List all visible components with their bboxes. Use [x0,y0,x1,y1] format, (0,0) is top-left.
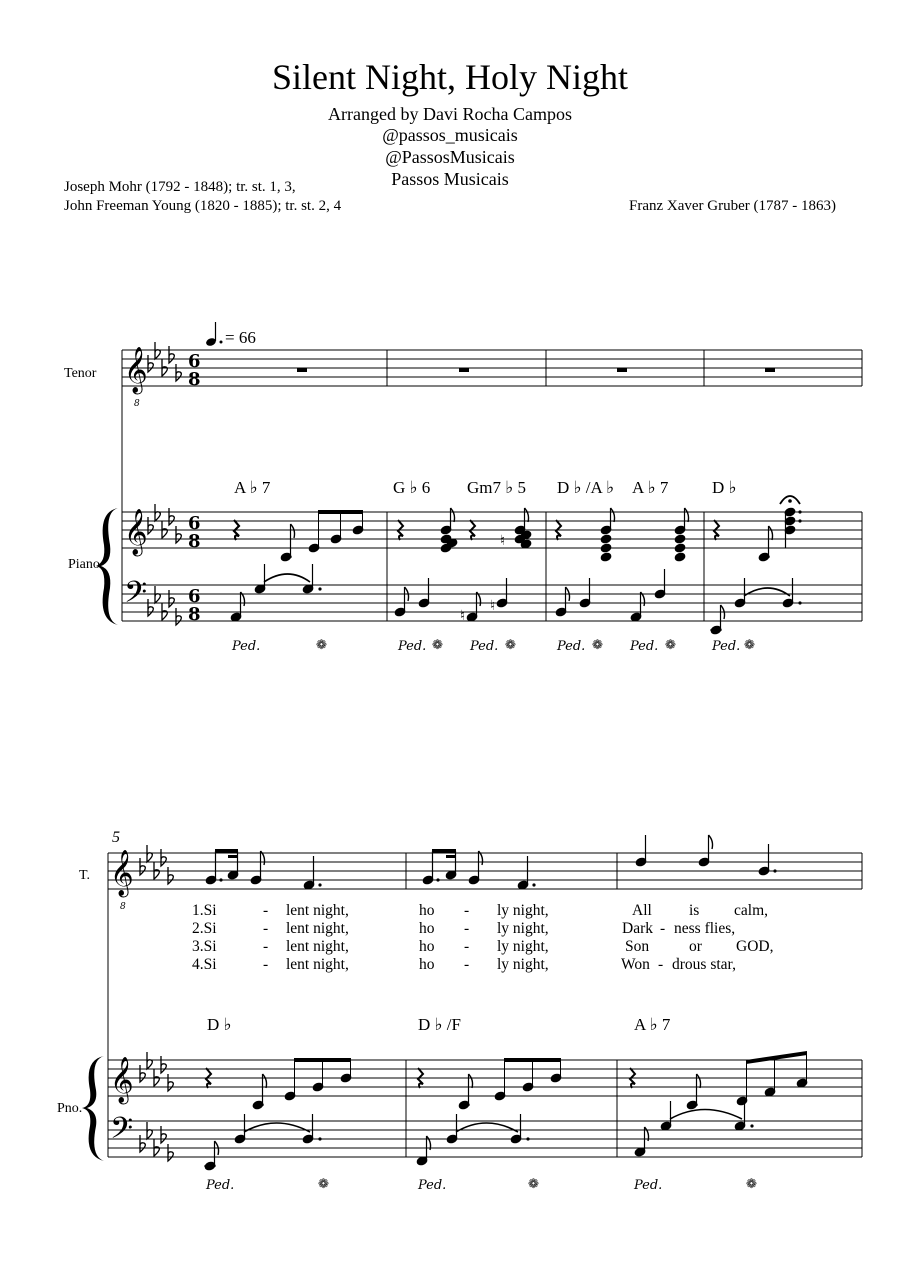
chord-symbol: G ♭ 6 [393,478,431,497]
treble-clef-icon: 𝄞 [124,347,148,393]
pedal-mark: Ped. [634,1178,663,1193]
score-title: Silent Night, Holy Night [271,57,628,97]
key-signature-bass-1 [148,586,181,625]
twitter-handle: @PassosMusicais [385,147,515,167]
time-signature-1 [188,351,201,625]
lyric-syllable: ho [419,938,435,955]
lyric-syllable: lent night, [286,920,349,937]
pedal-release-icon: ❁ [665,638,676,653]
bass-clef-icon: 𝄢 [124,576,148,617]
lyric-syllable: ness flies, [674,920,736,937]
piano-label: Piano [68,557,100,572]
lyric-hyphen: - [658,956,664,973]
piano-label-short: Pno. [57,1101,83,1116]
piano-brace-2 [82,1056,104,1161]
pedal-release-icon: ❁ [744,638,755,653]
pedal-mark: Ped. [206,1178,235,1193]
lyric-syllable: lent night, [286,956,349,973]
svg-text:8: 8 [134,399,140,409]
chord-symbol: D ♭ [712,478,737,497]
lyric-syllable: drous star, [672,956,736,973]
lyric-syllable: ho [419,956,435,973]
bass-clef-icon: 𝄢 [110,1112,134,1153]
key-signature-tenor-1 [148,342,181,381]
pedal-release-icon: ❁ [505,638,516,653]
pedal-mark: Ped. [630,639,659,654]
lyric-syllable: Won [621,956,650,973]
treble-clef-icon: 𝄞 [110,1057,134,1103]
lyric-hyphen: - [263,938,269,955]
lyric-hyphen: - [464,902,470,919]
chord-symbol: A ♭ 7 [634,1015,671,1034]
key-signature-bass-2 [140,1122,173,1161]
tenor-label-short: T. [79,868,91,883]
pedal-mark: Ped. [232,639,261,654]
key-signature-tenor-2 [140,845,173,884]
piano-treble-notes-1 [234,496,802,562]
lyric-hyphen: - [263,902,269,919]
lyric-syllable: 3.Si [192,938,217,955]
lyric-syllable: is [689,902,700,919]
pedal-release-icon: ❁ [592,638,603,653]
lyric-syllable: Dark [622,920,653,937]
tenor-label: Tenor [64,366,97,381]
chord-symbol: A ♭ 7 [632,478,669,497]
lyric-syllable: 2.Si [192,920,217,937]
pedal-mark: Ped. [712,639,741,654]
key-signature-treble-1 [148,504,181,543]
chord-symbol: A ♭ 7 [234,478,271,497]
lyric-syllable: ho [419,920,435,937]
pedal-release-icon: ❁ [528,1177,539,1192]
lyric-syllable: calm, [734,902,768,919]
lyric-syllable: ly night, [497,902,549,919]
composer-credit: Franz Xaver Gruber (1787 - 1863) [628,198,836,214]
tempo-marking: = 66 [225,328,256,347]
lyricist-credit-line-1: Joseph Mohr (1792 - 1848); tr. st. 1, 3, [64,179,296,195]
piano-bass-staff-2 [108,1121,862,1157]
lyric-syllable: GOD, [736,938,774,955]
key-signature-treble-2 [140,1052,173,1091]
svg-text:6: 6 [188,586,201,607]
lyric-syllable: lent night, [286,902,349,919]
measure-number: 5 [112,829,120,846]
lyric-syllable: 4.Si [192,956,217,973]
lyric-hyphen: - [263,956,269,973]
pedal-release-icon: ❁ [318,1177,329,1192]
lyric-syllable: or [689,938,702,955]
piano-treble-staff-1 [122,512,862,548]
lyric-syllable: Son [625,938,650,955]
tenor-staff-2 [108,853,862,889]
system-2-barlines [108,853,862,1157]
svg-text:8: 8 [120,902,126,912]
lyric-syllable: ly night, [497,938,549,955]
lyric-syllable: ly night, [497,920,549,937]
svg-text:8: 8 [188,531,201,552]
pedal-mark: Ped. [470,639,499,654]
pedal-mark: Ped. [557,639,586,654]
svg-text:♮: ♮ [490,598,496,614]
lyric-syllable: lent night, [286,938,349,955]
tenor-rests-1 [297,368,775,372]
tenor-staff-1 [122,350,862,386]
publisher-name: Passos Musicais [391,169,509,189]
lyric-hyphen: - [263,920,269,937]
lyric-hyphen: - [464,956,470,973]
piano-bass-notes-1 [230,564,802,635]
svg-text:6: 6 [188,351,201,372]
tempo-note-icon [205,322,222,347]
instagram-handle: @passos_musicais [382,125,518,145]
pedal-mark: Ped. [398,639,427,654]
svg-text:8: 8 [188,604,201,625]
lyric-hyphen: - [464,920,470,937]
chord-symbol: Gm7 ♭ 5 [467,478,527,497]
pedal-mark: Ped. [418,1178,447,1193]
lyric-syllable: ho [419,902,435,919]
piano-bass-notes-2 [204,1101,754,1171]
treble-clef-icon: 𝄞 [124,509,148,555]
piano-treble-staff-2 [108,1060,862,1096]
lyric-syllable: 1.Si [192,902,217,919]
svg-text:♮: ♮ [460,608,466,624]
pedal-release-icon: ❁ [316,638,327,653]
lyric-hyphen: - [660,920,666,937]
treble-clef-icon: 𝄞 [110,850,134,896]
chord-symbol: D ♭ /F [418,1015,461,1034]
pedal-release-icon: ❁ [746,1177,757,1192]
svg-text:6: 6 [188,513,201,534]
pedal-release-icon: ❁ [432,638,443,653]
chord-symbol: D ♭ /A ♭ [557,478,615,497]
chord-symbol: D ♭ [207,1015,232,1034]
arranger-credit: Arranged by Davi Rocha Campos [328,104,572,124]
tenor-melody-2 [205,835,777,890]
lyric-hyphen: - [464,938,470,955]
svg-text:♮: ♮ [500,533,506,549]
lyric-syllable: ly night, [497,956,549,973]
lyric-syllable: All [632,902,652,919]
lyricist-credit-line-2: John Freeman Young (1820 - 1885); tr. st. 2, 4 [64,198,342,214]
svg-text:8: 8 [188,369,201,390]
